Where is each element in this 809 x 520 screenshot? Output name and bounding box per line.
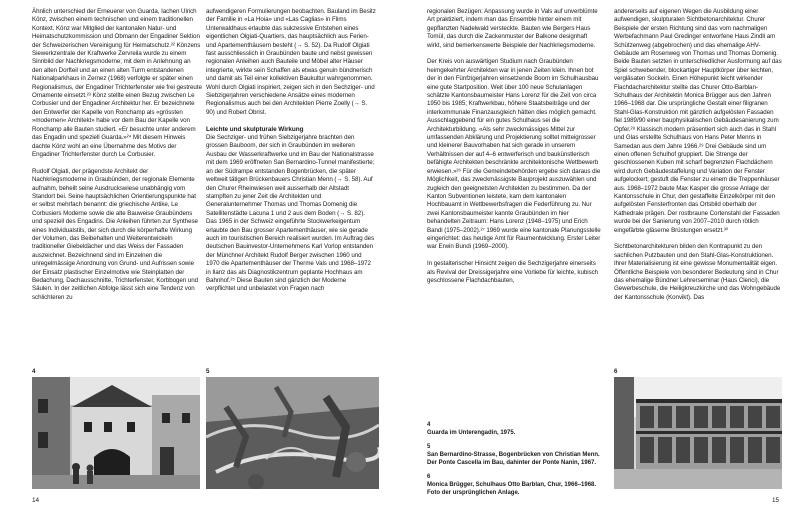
page-number: 14 [32, 497, 40, 504]
paragraph: Rudolf Olgiati, der prägendste Architekt der Nachkriegsmoderne in Graubünden, der regionale Elemente aufnahm, beheilt seine Ausdruckswiese unabhängig vom Standort bei. Seine hauptsächlichen Orientierungspunkte hat er selbst mehrfach benannt: die griechische Antike, Le Corbusiers Moderne sowie die alte Bauweise Graubündens und speziell des Engadins. Die Anleihen führten zur Synthese eines Individualstils, der sich durch die körperhafte Wirkung der Volumen, das Beibehalten und Weiterentwickeln traditioneller Giebeldächer und das Weiss der Fassaden auszeichnet. Bezeichnend sind im Einzelnen die unregelmässige Anordnung von Grund- und Aufrissen sowie der Einsatz plastischer Einzelmotive wie Steinplatten der Bedachung, Dachausschnitte, Trichterfenster, Korbbogen und Säulen. In der zeitlichen Abfolge lässt sich eine Tendenz von schlichteren zu [32, 167, 198, 301]
text-column-2 [206, 8, 376, 302]
paragraph: Ähnlich unterschied der Erneuerer von Guarda, Iachen Ulrich Könz, zwischen einem technischen und einem traditionellen Kontext. Könz war Mitglied der kantonalen Natur- und Heimatschutzkommission und Obmann der Engadiner Sektion der Schweizerischen Vereinigung für Heimatschutz.²² Könzens Siewerkzentrale der Kraftwerke Zervreila wurde zu einem Sinnbild der Nachkriegsmoderne; mit dem in Anlehnung an den alten Dorfteil und an einen alten Turm entstandenen Nationalparkhaus in Zernez (1968) verfolgte er später einen Regionalismus, der Engadiner Trichterfenster wie frei gestreute Ornamente einsetzt.²³ Könz stellte einen Bezug zwischen Le Corbusier und der Engadiner Architektur her. Er bezeichnete den Entwerfer der Kapelle von Ronchamp als «grössten »modernen« Architekt» habe vor dem Bau der Kapelle von Ronchamp alle Bauten studiert. «Er besuchte unter anderem das Engadin und speziell Guarda.»²⁴ Mit diesem Hinweis dachte Könz wohl an eine Übernahme des Motivs der Engadiner Trichterfenster durch Le Corbusier. [32, 8, 202, 158]
paragraph: regionalen Bezügen: Anpassung wurde in Vals auf unverblümte Art praktiziert, indem man das Ensemble hinter einem mit gepflanzten Nadelwald versteckte. Bauten wie Bergers Haus Tomül, das durch die Zackenmuster der Balkone designhaft wirkt, sind bemerkenswerte Beispiele der Nachkriegsmoderne. [427, 8, 598, 49]
figure-caption [427, 474, 602, 497]
caption-number: 4 [427, 422, 431, 428]
figure-caption [427, 422, 602, 438]
paragraph: Sichtbetonarchitekturen bilden den Kontrapunkt zu den sachlichen Putzbauten und den Stahl-Glas-Konstruktionen. Ihrer Materialisierung ist eine gewisse Monumentalität eigen. Öffentliche Beispiele von besonderer Bedeutung sind in Chur das ehemalige Bündner Lehrerseminar (Haus Clerici), die Gewerbeschule, die Heiligkreuzkirche und das Wohngebäude der Kantonsschule (Konvikt). Das [614, 243, 781, 301]
caption-text: San Bernardino-Strasse, Bogenbrücken von Christian Menn. Der Ponte Cascella im Bau, dahinter der Ponte Nanin, 1967. [427, 451, 600, 466]
paragraph: Die Sechziger- und frühen Siebzigerjahre brachten den grossen Bauboom, der sich in Graubünden im weiteren Ausbau der Wasserkraftwerke und im Bau der Nationalstrasse mit dem 1969 eröffneten San Bernardino-Tunnel manifestierte; an der Südrampe entstanden Bogenbrücken, die später weltweit tätigen Brückenbauers Christian Menn (→ S. 58). Auf den Churer Rheinwiesen weit ausserhalb der Altstadt stampften zu jener Zeit die Architekten und Generalunternehmer Thomas und Thomas Domenig die Satellitenstädte Lacuna 1 und 2 aus dem Boden (→ S. 82). Das 1965 in der Schweiz eingeführte Stockwerkeigentum erlaubte den Bau grosser Apartementhäuser, wie sie gerade auch im touristischen Bereich realisiert wurden. Im Auftrag des deutschen Bauinvestor-Unternehmens Karl Vorlop entstanden der Münchner Architekt Rudolf Berger zwischen 1960 und 1970 die Apartementhäuser der Therme Vals und 1968–1972 in Ilanz das als Diagnostikzentrum geplante Hochhaus am Bahnhof.²⁵ Diese Bauten sind gänzlich der Moderne verpflichtet und unbelastet von Fragen nach [206, 134, 375, 293]
text-column-4 [614, 8, 782, 311]
photo-otto-barblan-schoolhouse [614, 377, 782, 489]
paragraph: aufwendigeren Formulierungen beobachten. Bauland im Besitz der Familie in «La Hoia» und «Las Caglias» in Flims Unterwaldhaus erlaubte das sukzessive Entstehen eines eigentlichen Olgiati-Quartiers, das hauptsächlich aus Ferien- und Apartementhäusern besteht (→ S. 52). Da Rudolf Olgiati fast ausschliesslich in Graubünden baute und nebst gewissen regionalen Anleihen auch Bauteile und Möbel alter Häuser integrierte, wirkte sein Schaffen als etwas genuin bündnerisch und damit als Teil einer kollektiven Baukultur wahrgenommen. Wohl durch Olgiati inspiriert, zeigen sich in den Sechziger- und Siebzigerjahren verschiedene Ansätze eines modernen Regionalismus auch bei den Architekten Pierre Zoelly (→ S. 90) und Robert Obrist. [206, 8, 376, 116]
caption-number: 5 [427, 444, 431, 450]
caption-number: 6 [427, 474, 431, 480]
paragraph: In gestalterischer Hinsicht zeigen die Sechzigerjahre einerseits als Revival der Dreissigerjahre eine Vorliebe für leichte, kubisch geschlossene Flachdachbauten, [427, 260, 599, 284]
caption-text: Guarda im Unterengadin, 1975. [427, 429, 516, 436]
caption-text: Monica Brügger, Schulhaus Otto Barblan, Chur, 1966–1968. Foto der ursprünglichen Anlage. [427, 481, 597, 496]
section-heading: Leichte und skulpturale Wirkung [206, 125, 304, 133]
figure-caption [427, 444, 602, 467]
figure-number: 6 [614, 368, 618, 375]
page-number: 15 [772, 497, 780, 504]
figure-number: 4 [32, 368, 36, 375]
photo-san-bernardino-bridges [206, 377, 379, 489]
text-column-3 [427, 8, 602, 294]
text-column-1 [32, 8, 202, 311]
figure-number: 5 [206, 368, 210, 375]
photo-guarda-village [32, 377, 200, 489]
paragraph: Der Kreis von auswärtigen Studium nach Graubünden heimgekehrter Architekten war in jenen Zeiten klein. Ihnen bot der in den Fünfzigerjahren einsetzende Boom im Schulhausbau eine gute Startposition. Weit über 100 neue Schulanlagen schätzte Kantonsbaumeister Hans Lorenz für die Zeit von circa 1950 bis 1985; Kraftwerkbau, höhere Staatsbeiträge und der interkommunale Finanzausgleich hätten dies möglich gemacht. Ausschlaggebend für ein gutes Schulhaus sei die Architekturbildung. «Als sehr zweckmässiges Mittel zur umfassenden Abklärung und Projektierung solltet mitteigrosser und kleinerer Bauvorhaben hat sich gerade in unserem Verhältnissen der auf 4–6 entwerferisch und baukünstlerisch befähigte Architekten beschränkte architektonische Wettbewerb erwiesen.»²⁶ Für die Gemeindebehörden ergebe sich daraus die Möglichkeit, das zweckmässigste Bauprojekt auszuwählen und zugleich den geeignetsten Architekten zu bestimmen. Da der Kanton Subventionen leistete, kam dem kantonalen Hochbauamt in Wettbewerbsfragen die Federführung zu. Nur zwei Kantonsbaumeister kannte Graubünden im hier behandelten Zeitraum: Hans Lorenz (1948–1975) und Erich Bandi (1975–2002).²⁷ 1969 wurde eine kantonale Planungsstelle eingerichtet: das heutige Amt für Raumentwicklung. Erster Leiter war Erwin Bundi (1969–2000). [427, 58, 601, 251]
paragraph: andererseits auf eigenen Wegen die Ausbildung einer aufwendigen, skulpturalen Sichtbetonarchitektur. Churer Beispiele der ersten Richtung sind das vom nachmaligen Werbefachmann Paul Gredinger entworfene Haus Zindli am Schützenweg (abgebrochen) und das ehemalige AHV-Gebäude am Rosenweg von Thomas und Thomas Domenig. Beide Bauten setzten in unterschiedlicher Ausformung auf das Spiel schwebender, blockartiger Hauptkörper über leichten, vergläsaten Sockeln. Einen Höhepunkt leicht wirkender Flachdacharchitektur stellte das Churer Otto-Barblan-Schulhaus der Architektin Monica Brügger aus den Jahren 1966–1968 dar. Die ursprüngliche Gestalt einer filigranen Stahl-Glas-Konstruktion mit gänzlich aufgelösten Fassaden fiel 1989/90 einer bauphysikalischen Gebäudesanierung zum Opfer.²⁸ Klassisch modern präsentiert sich auch das in Stahl und Glas erstellte Schulhaus von Hans Peter Menns in Samedan aus dem Jahre 1966.²⁹ Drei Gebäude sind um einen offenen Schulhof gruppiert. Die Strenge der geschlossenen Kuben mit scharf begrenzten Flachdächern wird durch Gebäudestaffelung und Variation der Fenster aufgelockert; gestuft die Fenster zu einem die Treppenhäuser aus. 1968–1972 baute Max Kasper die grosse Anlage der Kantonsschule in Chur, den gestaffelte Einzelkörper mit den aufgelösten Fensterfronten das Ortsbild oberhalb der Kathedrale prägen. Der rostbraune Cortenstahl der Fassaden wurde bei der Sanierung von 2007–2010 durch rötlich eingefärbte gläserne Brüstungen ersetzt.³⁰ [614, 8, 782, 234]
